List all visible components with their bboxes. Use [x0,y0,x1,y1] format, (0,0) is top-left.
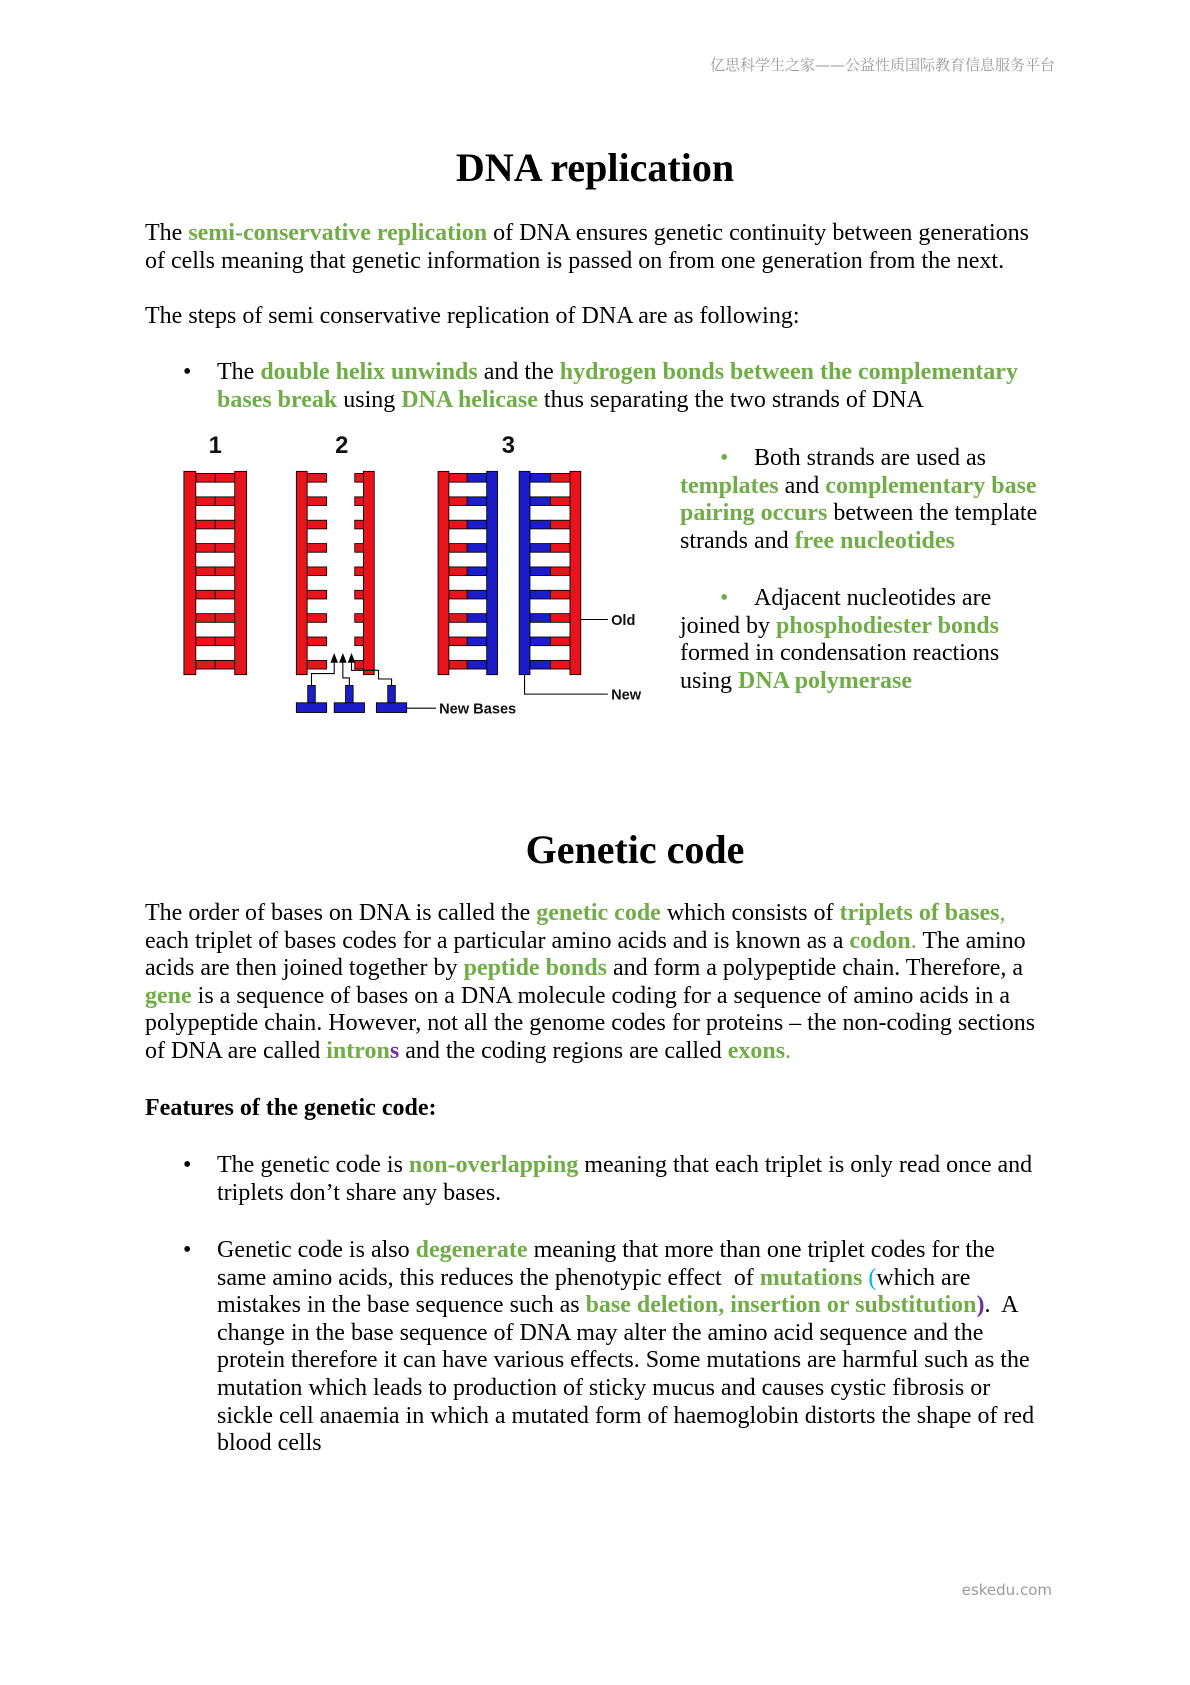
base-pair-right-half [215,637,234,646]
base-pair-right-half [215,590,234,599]
text-run: triplets don’t share any bases. [217,1179,502,1206]
exposed-base-right [355,590,364,599]
highlighted-term: DNA polymerase [738,667,912,694]
exposed-base-right [355,497,364,506]
base-pair-new-half [467,567,486,576]
base-pair-right-half [215,567,234,576]
dna-replication-diagram [173,427,649,719]
base-pair-left-half [196,544,215,553]
new-base [308,685,316,702]
bullet-marker: • [720,585,729,611]
base-pair-new-half [530,497,551,506]
daughter-2-new-strand [519,471,530,674]
base-pair-left-half [196,474,215,483]
genetic-code-paragraph [145,900,1035,1066]
text-line [680,585,1080,613]
base-pair-left-half [196,637,215,646]
stage-2-right-strand [363,471,374,674]
base-pair-new-half [530,567,551,576]
text-line [217,1320,1065,1348]
base-pair-left-half [196,567,215,576]
text-run: which consists of [660,900,840,926]
base-pair-old-half [449,497,467,506]
bullet-marker: • [720,445,729,471]
text-run: thus separating the two strands of DNA [537,386,924,413]
steps-intro-paragraph [145,303,799,331]
text-run: is a sequence of bases on a DNA molecule coding for a sequence of amino acids in a [191,982,1011,1009]
highlighted-term: genetic code [536,900,661,926]
base-pair-new-half [530,614,551,623]
base-pair-new-half [530,544,551,553]
text-run: mistakes in the base sequence such as [217,1292,586,1319]
new-pointer-line [525,675,608,694]
highlighted-term: ) [976,1292,985,1319]
text-line [217,1430,1065,1458]
highlighted-term: free nucleotides [794,527,955,554]
daughter-1-new-strand [487,471,498,674]
highlighted-term: peptide bonds [463,955,607,982]
text-run: sickle cell anaemia in which a mutated form of haemoglobin distorts the shape of red [217,1402,1035,1429]
base-pair-left-half [196,614,215,623]
base-pair-right-half [215,520,234,529]
new-base-backbone [376,703,406,713]
base-pair-old-half [449,590,467,599]
base-pair-new-half [467,614,486,623]
text-run: . A [984,1292,1019,1319]
new-base [346,685,354,702]
step-bullet-item [145,359,1065,414]
text-line [217,1237,1065,1265]
text-run: The order of bases on DNA is called the [145,900,537,926]
exposed-base-right [355,614,364,623]
arrow-up-icon [330,653,338,663]
text-line [680,500,1080,528]
text-line [680,528,1080,556]
text-run: and the coding regions are called [399,1037,728,1064]
text-line [145,220,1029,248]
exposed-base-right [355,660,364,669]
text-line [145,1038,1035,1066]
text-line [680,473,1080,501]
base-pair-right-half [215,614,234,623]
base-pair-right-half [215,474,234,483]
bullet-marker: • [183,359,192,385]
text-run: which are [876,1264,971,1291]
section-title-genetic-code: Genetic code [525,827,745,872]
base-pair-old-half [449,614,467,623]
highlighted-term: bases break [217,386,338,413]
highlighted-term: exons [727,1037,786,1064]
text-run: The genetic code is [217,1152,409,1178]
base-pair-old-half [551,567,570,576]
base-pair-new-half [467,637,486,646]
base-pair-left-half [196,520,215,529]
text-run: change in the base sequence of DNA may alter the amino acid sequence and the [217,1319,984,1346]
base-pair-right-half [215,497,234,506]
text-line [145,983,1035,1011]
new-base-backbone [334,703,364,713]
feature-text [145,1152,1065,1207]
text-run: mutation which leads to production of sticky mucus and causes cystic fibrosis or [217,1374,991,1401]
exposed-base-right [355,474,364,483]
text-run: of cells meaning that genetic information is passed on from one generation from the next. [145,247,1005,274]
base-pair-old-half [551,590,570,599]
stage-label-2: 2 [335,431,349,459]
base-pair-new-half [530,520,551,529]
text-line [217,1152,1065,1180]
text-line [217,1375,1065,1403]
exposed-base-left [307,567,326,576]
feature-text [145,1237,1065,1458]
text-line [145,955,1035,983]
base-pair-right-half [215,544,234,553]
text-run: acids are then joined together by [145,955,464,982]
highlighted-term: degenerate [415,1237,528,1263]
exposed-base-left [307,497,326,506]
exposed-base-left [307,637,326,646]
base-pair-new-half [467,497,486,506]
text-run: between the template [827,500,1038,527]
new-strand-label: New [611,687,642,704]
feature-bullet-item [145,1237,1065,1458]
highlighted-term: . [910,927,917,954]
highlighted-term: base deletion, insertion or substitution [585,1292,977,1319]
side-point-text [680,445,1080,555]
highlighted-term: triplets of bases [839,900,1000,926]
base-pair-old-half [551,660,570,669]
text-line [217,1180,1065,1208]
text-line [145,928,1035,956]
text-run: and the [477,359,560,385]
base-pair-new-half [467,474,486,483]
bullet-marker: • [183,1237,192,1263]
text-run: meaning that each triplet is only read once and [578,1152,1033,1178]
base-pair-new-half [530,474,551,483]
exposed-base-right [355,567,364,576]
text-line [145,900,1035,928]
site-footer-text: eskedu.com [961,1581,1052,1599]
base-pair-old-half [449,660,467,669]
base-pair-left-half [196,590,215,599]
stage-label-1: 1 [208,431,222,459]
text-line [217,1265,1065,1293]
highlighted-term: templates [680,472,779,499]
text-line [145,303,799,331]
highlighted-term: complementary base [825,472,1037,499]
features-heading: Features of the genetic code: [145,1095,437,1121]
exposed-base-right [355,520,364,529]
base-pair-new-half [467,544,486,553]
text-line [217,1403,1065,1431]
text-run: Both strands are used as [754,445,986,471]
text-run: formed in condensation reactions [680,640,1000,667]
base-pair-left-half [196,497,215,506]
text-run: The [217,359,261,385]
stage-label-3: 3 [501,431,515,459]
text-run: of DNA are called [145,1037,327,1064]
stage-1-left-strand [184,471,196,674]
feature-bullet-item [145,1152,1065,1207]
exposed-base-left [307,474,326,483]
stage-2-left-strand [296,471,307,674]
highlighted-term: . [785,1037,792,1064]
exposed-base-left [307,544,326,553]
base-pair-old-half [449,637,467,646]
highlighted-term: mutations [759,1264,863,1291]
text-run: of DNA ensures genetic continuity between generations [487,220,1029,246]
base-pair-old-half [449,567,467,576]
text-line [680,668,1080,696]
text-run: strands and [680,527,795,554]
base-pair-right-half [215,660,234,669]
text-run: polypeptide chain. However, not all the genome codes for proteins – the non-coding sections [145,1010,1036,1037]
text-run: blood cells [217,1430,322,1457]
stage-1-right-strand [235,471,247,674]
exposed-base-right [355,637,364,646]
highlighted-term: intron [326,1037,390,1064]
highlighted-term: semi-conservative replication [188,220,488,246]
side-point-phosphodiester [680,585,1080,695]
text-line [217,387,1065,415]
exposed-base-left [307,520,326,529]
base-pair-old-half [551,520,570,529]
arrow-up-icon [348,653,356,663]
text-line [217,1347,1065,1375]
old-strand-label: Old [611,612,636,629]
highlighted-term: ( [862,1264,877,1291]
base-pair-new-half [467,590,486,599]
exposed-base-left [307,614,326,623]
text-run: The amino [916,927,1026,954]
text-run: Genetic code is also [217,1237,416,1263]
highlighted-term: , [999,900,1006,926]
text-run: same amino acids, this reduces the phenotypic effect of [217,1264,760,1291]
text-run: each triplet of bases codes for a particular amino acids and is known as a [145,927,850,954]
highlighted-term: non-overlapping [408,1152,579,1178]
base-pair-new-half [530,590,551,599]
base-pair-new-half [530,637,551,646]
base-pair-old-half [449,544,467,553]
highlighted-term: double helix unwinds [260,359,478,385]
base-pair-new-half [467,520,486,529]
text-run: and [778,472,826,499]
bullet-marker: • [183,1152,192,1178]
intro-paragraph [145,220,1029,275]
text-run: Adjacent nucleotides are [754,585,992,611]
text-line [680,640,1080,668]
base-pair-old-half [551,637,570,646]
highlighted-term: s [389,1037,400,1064]
base-pair-new-half [467,660,486,669]
highlighted-term: pairing occurs [680,500,828,527]
base-pair-left-half [196,660,215,669]
strand-shapes [184,471,608,712]
site-header-text: 亿思科学生之家——公益性质国际教育信息服务平台 [709,56,1055,74]
text-line [680,445,1080,473]
highlighted-term: DNA helicase [401,386,538,413]
daughter-1-old-strand [438,471,449,674]
new-bases-label: New Bases [439,701,517,718]
text-run: The [145,220,189,246]
text-line [145,1010,1035,1038]
base-pair-old-half [449,520,467,529]
side-point-text [680,585,1080,695]
arrow-up-icon [339,653,347,663]
exposed-base-left [307,660,326,669]
highlighted-term: gene [145,982,192,1009]
section-title-dna-replication: DNA replication [455,145,735,190]
text-run: using [337,386,402,413]
highlighted-term: phosphodiester bonds [776,612,999,639]
text-line [680,613,1080,641]
text-line [217,1292,1065,1320]
text-run: meaning that more than one triplet codes for the [527,1237,995,1263]
base-pair-old-half [551,474,570,483]
text-line [217,359,1065,387]
base-pair-old-half [551,544,570,553]
text-line [145,248,1029,276]
highlighted-term: hydrogen bonds between the complementary [559,359,1018,385]
base-pair-old-half [449,474,467,483]
base-pair-old-half [551,497,570,506]
text-run: using [680,667,739,694]
text-run: joined by [680,612,776,639]
text-run: and form a polypeptide chain. Therefore, a [606,955,1024,982]
base-pair-old-half [551,614,570,623]
new-base-backbone [296,703,326,713]
step-text [145,359,1065,414]
text-run: protein therefore it can have various effects. Some mutations are harmful such as the [217,1347,1030,1374]
new-base [388,685,396,702]
exposed-base-right [355,544,364,553]
daughter-2-old-strand [570,471,581,674]
connector-line [343,663,349,686]
exposed-base-left [307,590,326,599]
highlighted-term: codon [849,927,911,954]
side-point-templates [680,445,1080,555]
base-pair-new-half [530,660,551,669]
text-run: The steps of semi conservative replication of DNA are as following: [145,303,800,329]
